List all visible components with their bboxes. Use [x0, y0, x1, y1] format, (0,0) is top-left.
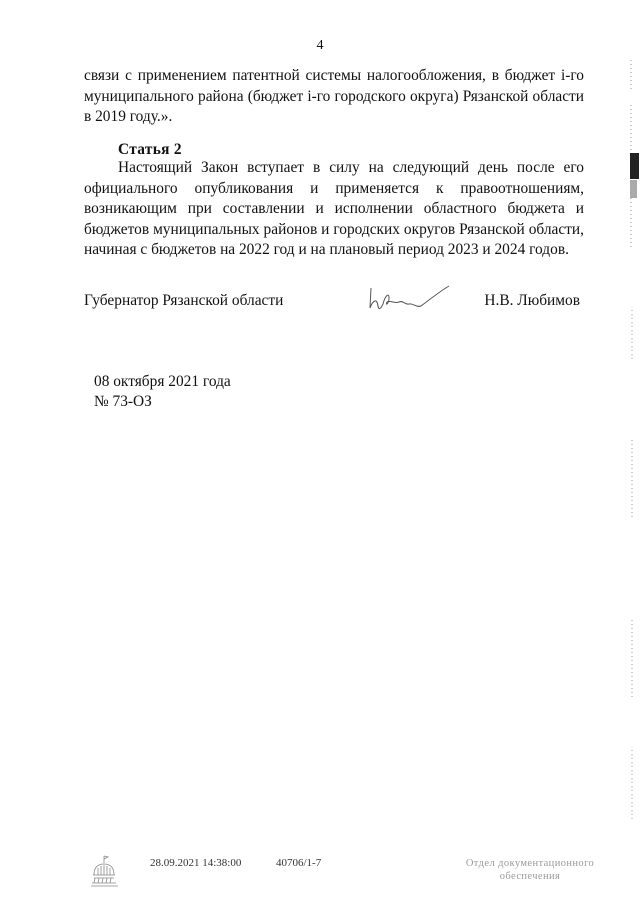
- text-line: возникающим при составлении и исполнении областного бюджета и: [84, 200, 584, 217]
- page-number: 4: [316, 38, 324, 53]
- department-stamp: [440, 857, 620, 883]
- adoption-block: [94, 372, 231, 412]
- governor-name: Н.В. Любимов: [484, 292, 580, 309]
- text-line: Настоящий Закон вступает в силу на следующий день после его: [118, 159, 584, 176]
- stamp-line: обеспечения: [499, 871, 561, 882]
- text-line: муниципального района (бюджет i-го городского округа) Рязанской области: [84, 87, 584, 105]
- paragraph-continuation: [84, 66, 584, 128]
- footer-document-code: 40706/1-7: [276, 857, 322, 869]
- text-line: связи с применением патентной системы налогообложения, в бюджет i-го: [84, 67, 584, 84]
- footer-datetime: 28.09.2021 14:38:00: [150, 857, 242, 869]
- text-line: бюджетов муниципальных районов и городских округов Рязанской области,: [84, 220, 584, 238]
- article-title: Статья 2: [118, 141, 182, 158]
- text-line: официального опубликования и применяется к правоотношениям,: [84, 179, 584, 197]
- handwritten-signature-icon: [367, 278, 452, 318]
- law-number: № 73-ОЗ: [94, 393, 152, 410]
- signature-row: [84, 292, 584, 322]
- stamp-line: Отдел документационного: [465, 858, 595, 869]
- text-line: начиная с бюджетов на 2022 год и на плановый период 2023 и 2024 годов.: [84, 241, 569, 258]
- adoption-date: 08 октября 2021 года: [94, 373, 231, 390]
- article-body: [84, 158, 584, 261]
- footer: [0, 855, 640, 905]
- text-line: в 2019 году.».: [84, 108, 173, 125]
- scan-edge-marks-icon: [620, 60, 640, 860]
- crown-emblem-icon: [88, 855, 122, 889]
- governor-title: Губернатор Рязанской области: [84, 292, 284, 309]
